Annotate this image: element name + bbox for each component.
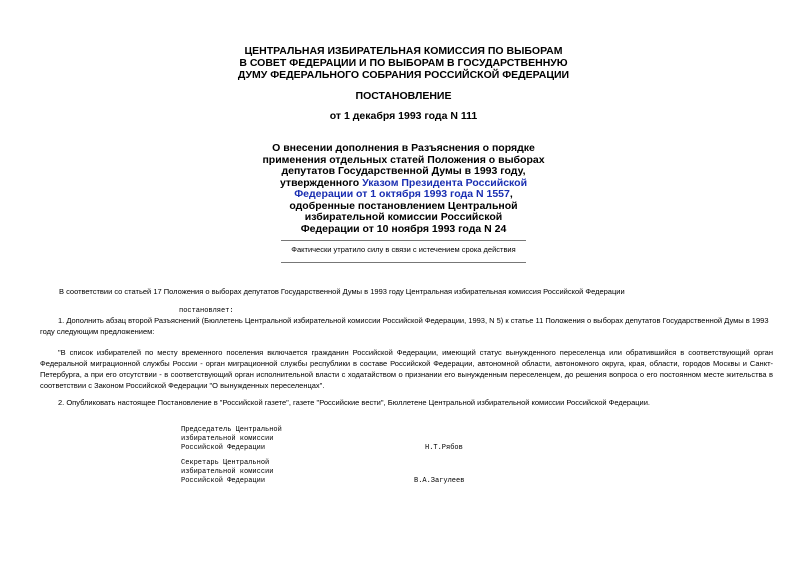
issuer-line-1: ЦЕНТРАЛЬНАЯ ИЗБИРАТЕЛЬНАЯ КОМИССИЯ ПО ВЫБОРАМ — [244, 45, 563, 57]
subject-line-5 — [0, 189, 807, 201]
item-2-paragraph: 2. Опубликовать настоящее Постановление в "Российской газете", газете "Российские вести", Бюллетене Центральной избирательной комиссии Российской Федерации. — [58, 398, 651, 407]
item-1-paragraph: 1. Дополнить абзац второй Разъяснений (Бюллетень Центральной избирательной комиссии Российской Федерации, 1993, N 5) к статье 11 Положения о выборах депутатов Государственной Думы в 1993 году следующим предложением: — [40, 316, 769, 336]
resolves-label: постановляет: — [179, 307, 234, 315]
subject-line-2: применения отдельных статей Положения о выборах — [262, 153, 545, 166]
document-subject — [0, 143, 807, 235]
secretary-title — [181, 459, 273, 486]
divider-bottom — [281, 262, 526, 263]
decree-link-part-2[interactable]: Федерации от 1 октября 1993 года N 1557 — [294, 188, 510, 200]
secretary-title-line-1: Секретарь Центральной — [181, 459, 270, 467]
secretary-title-line-2: избирательной комиссии — [181, 468, 274, 476]
decree-link-part-1[interactable]: Указом Президента Российской — [362, 176, 528, 189]
subject-line-7: избирательной комиссии Российской — [304, 211, 503, 223]
quote-paragraph: "В список избирателей по месту временного поселения включается гражданин Российской Федерации, имеющий статус вынужденного переселенца или обратившийся в соответствующий орган Федеральной миграционной службы России - орган миграционной службы республики в составе Российской Федерации, автономной области, автономного округа, края, области, городов Москвы и Санкт-Петербурга, а при его отсутствии - в соответствующий орган исполнительной власти с ходатайством о признании его вынужденным переселенцем, до решения вопроса о его постоянном месте жительства в соответствии с Законом Российской Федерации "О вынужденных переселенцах". — [40, 348, 773, 390]
chair-title-line-1: Председатель Центральной — [181, 426, 282, 434]
subject-line-6: одобренные постановлением Центральной — [289, 199, 518, 212]
issuer-line-2: В СОВЕТ ФЕДЕРАЦИИ И ПО ВЫБОРАМ В ГОСУДАРСТВЕННУЮ — [239, 57, 568, 69]
issuer-line-3: ДУМУ ФЕДЕРАЛЬНОГО СОБРАНИЯ РОССИЙСКОЙ ФЕДЕРАЦИИ — [237, 69, 570, 81]
status-note: Фактически утратило силу в связи с истечением срока действия — [291, 245, 516, 254]
divider-top — [281, 240, 526, 241]
issuer-header — [0, 45, 807, 81]
subject-line-8: Федерации от 10 ноября 1993 года N 24 — [300, 222, 507, 235]
chair-name: Н.Т.Рябов — [425, 444, 463, 452]
document-date: от 1 декабря 1993 года N 111 — [329, 110, 478, 122]
subject-line-4-text: утвержденного — [279, 176, 363, 189]
subject-line-3: депутатов Государственной Думы в 1993 году, — [281, 165, 526, 177]
subject-line-5-text: , — [509, 188, 513, 200]
intro-paragraph: В соответствии со статьей 17 Положения о выборах депутатов Государственной Думы в 1993 году Центральная избирательная комиссия Российской Федерации — [59, 287, 625, 296]
secretary-name: В.А.Загулеев — [414, 477, 465, 485]
document-type: ПОСТАНОВЛЕНИЕ — [355, 90, 452, 102]
chair-title — [181, 426, 282, 453]
secretary-title-line-3: Российской Федерации — [181, 477, 266, 485]
chair-title-line-3: Российской Федерации — [181, 444, 266, 452]
chair-title-line-2: избирательной комиссии — [181, 435, 274, 443]
subject-line-1: О внесении дополнения в Разъяснения о порядке — [272, 142, 535, 154]
